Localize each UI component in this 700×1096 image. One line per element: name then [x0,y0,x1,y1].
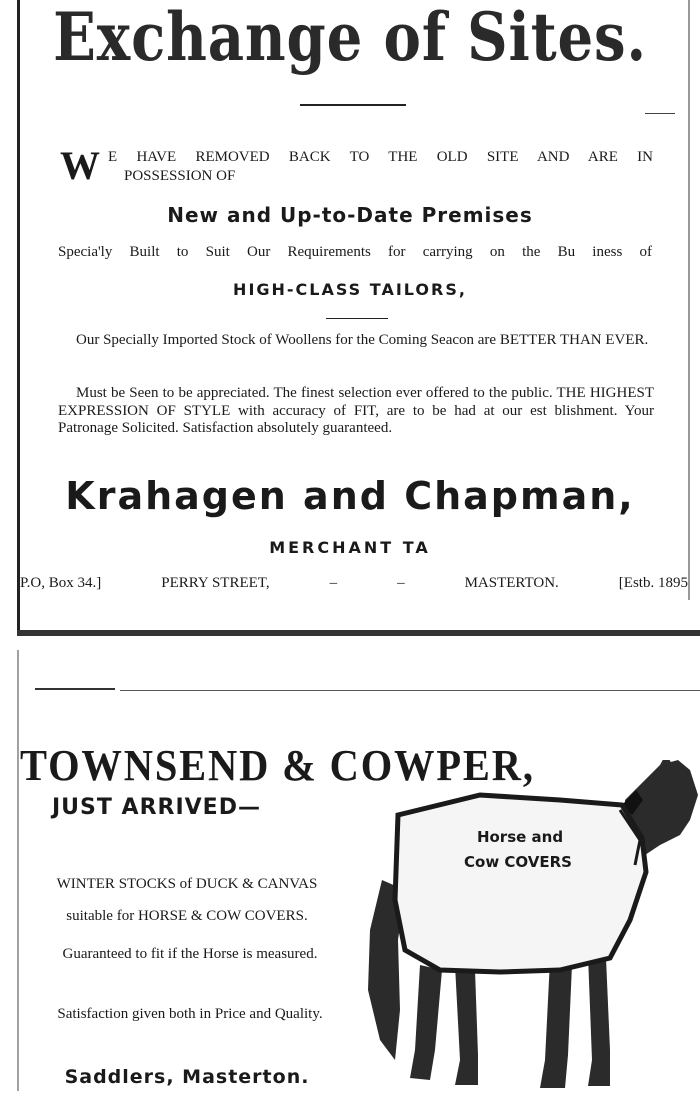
established: [Estb. 1895 [618,575,688,591]
drop-cap: W [60,143,100,188]
intro-line: E HAVE REMOVED BACK TO THE OLD SITE AND ARE IN [108,149,653,165]
address-dash: – [329,575,338,591]
divider-rule [326,318,388,319]
just-arrived-heading: JUST ARRIVED— [52,795,261,820]
cover-label-line1: Horse and [476,828,564,846]
body-line-specially-built: Specia'ly Built to Suit Our Requirements for carrying on the Bu iness of [58,244,652,260]
heading-premises: New and Up-to-Date Premises [167,203,533,227]
divider-rule [120,690,700,691]
advert-title: Exchange of Sites. [53,0,647,76]
horse-with-cover-icon [360,760,700,1091]
divider-rule [300,104,406,106]
heading-tailors: HIGH-CLASS TAILORS, [233,280,467,299]
paragraph-stock: Our Specially Imported Stock of Woollens for the Coming Seacon are BETTER THAN EVER. [76,332,649,348]
section-divider [17,630,700,636]
address-dash: – [397,575,405,591]
firm-name: Krahagen and Chapman, [65,474,635,518]
guarantee-text: Guaranteed to fit if the Horse is measured. [62,946,318,962]
divider-rule [35,688,115,690]
stocks-line: WINTER STOCKS of DUCK & CANVAS [56,876,318,892]
horse-illustration [360,760,700,1091]
town: MASTERTON. [464,575,559,591]
left-border-rule [17,650,19,1091]
address-line [20,575,688,592]
paragraph-must-be-seen: Must be Seen to be appreciated. The finest selection ever offered to the public. THE HIGHEST EXPRESSION OF STYLE with accuracy of FIT, are to be had at our est blishment. Your Patronage Solicited. Satisfaction absolutely guaranteed. [58,385,654,436]
footer-saddlers: Saddlers, Masterton. [64,1066,310,1088]
suitable-line: suitable for HORSE & COW COVERS. [66,908,308,924]
satisfaction-text: Satisfaction given both in Price and Quality. [57,1006,323,1022]
intro-line: POSSESSION OF [124,168,236,184]
cover-label-line2: Cow COVERS [464,853,572,871]
divider-rule [645,113,675,114]
po-box: P.O, Box 34.] [20,575,102,591]
firm-trade: MERCHANT TA [269,538,431,557]
street: PERRY STREET, [161,575,270,591]
advert-title: TOWNSEND & COWPER, [20,741,535,790]
